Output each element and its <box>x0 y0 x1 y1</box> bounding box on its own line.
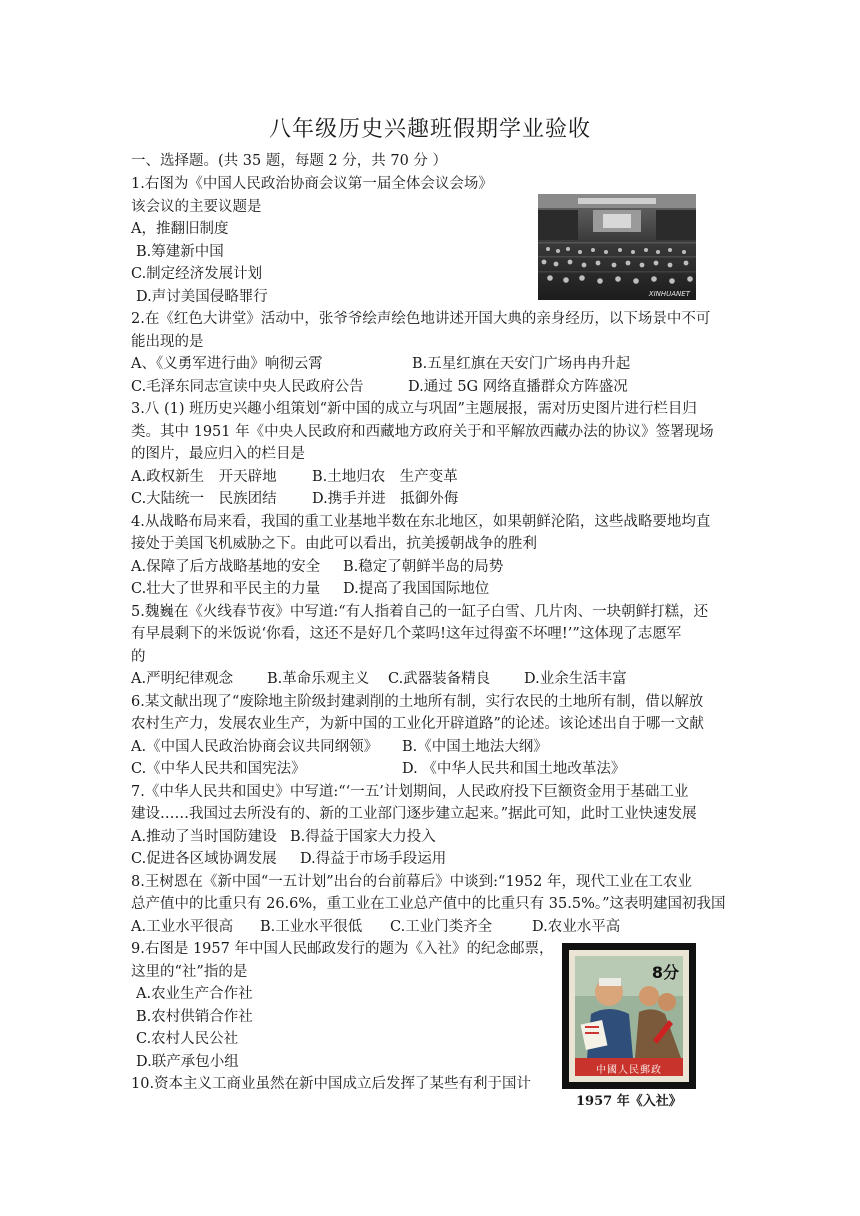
q5-stem-line1: 5.魏巍在《火线春节夜》中写道:“有人指着自己的一缸子白雪、几片肉、一块朝鲜打糕，还 <box>131 604 709 620</box>
q1-option-c: C.制定经济发展计划 <box>131 266 263 282</box>
q9-stem-line1: 9.右图是 1957 年中国人民邮政发行的题为《入社》的纪念邮票， <box>131 941 554 957</box>
q2-option-c: C.毛泽东同志宣读中央人民政府公告 <box>131 379 364 395</box>
q3-option-a: A.政权新生 开天辟地 <box>131 469 277 485</box>
q5-stem-line3: 的 <box>131 649 146 665</box>
rushe-stamp-image <box>562 943 696 1089</box>
q5-option-c: C.武器装备精良 <box>388 671 491 687</box>
q9-option-b: B.农村供销合作社 <box>136 1009 253 1025</box>
q3-option-d: D.携手并进 抵御外侮 <box>312 491 459 507</box>
q2-option-b: B.五星红旗在天安门广场冉冉升起 <box>412 356 631 372</box>
q8-stem-line1: 8.王树恩在《新中国“一五计划”出台的台前幕后》中谈到:“1952 年，现代工业在工农业 <box>131 874 692 890</box>
q3-stem-line2: 类。其中 1951 年《中央人民政府和西藏地方政府关于和平解放西藏办法的协议》签署现场 <box>131 424 714 440</box>
q2-stem-line1: 2.在《红色大讲堂》活动中，张爷爷绘声绘色地讲述开国大典的亲身经历，以下场景中不可 <box>131 311 711 327</box>
q3-stem-line3: 的图片，最应归入的栏目是 <box>131 446 305 462</box>
q7-stem-line1: 7.《中华人民共和国史》中写道:“‘一五’计划期间，人民政府投下巨额资金用于基础工业 <box>131 784 689 800</box>
q4-option-b: B.稳定了朝鲜半岛的局势 <box>343 559 504 575</box>
q7-stem-line2: 建设……我国过去所没有的、新的工业部门逐步建立起来。”据此可知，此时工业快速发展 <box>131 806 697 822</box>
q2-option-d: D.通过 5G 网络直播群众方阵盛况 <box>408 379 628 395</box>
q1-stem-line1: 1.右图为《中国人民政治协商会议第一届全体会议会场》 <box>131 176 493 192</box>
q3-stem-line1: 3.八 (1) 班历史兴趣小组策划“新中国的成立与巩固”主题展报，需对历史图片进行栏目归 <box>131 401 697 417</box>
q1-option-a: A，推翻旧制度 <box>131 221 229 237</box>
q4-option-c: C.壮大了世界和平民主的力量 <box>131 581 321 597</box>
q8-option-a: A.工业水平很高 <box>131 919 234 935</box>
q6-option-c: C.《中华人民共和国宪法》 <box>131 761 306 777</box>
stamp-caption: 1957 年《入社》 <box>576 1094 682 1109</box>
q8-stem-line2: 总产值中的比重只有 26.6%，重工业在工业总产值中的比重只有 35.5%。”这表明建国初我国 <box>131 896 726 912</box>
stamp-value: 8分 <box>651 963 679 982</box>
exam-title: 八年级历史兴趣班假期学业验收 <box>268 117 591 142</box>
q4-stem-line1: 4.从战略布局来看，我国的重工业基地半数在东北地区，如果朝鲜沦陷，这些战略要地均直 <box>131 514 711 530</box>
q1-option-b: B.筹建新中国 <box>136 244 224 260</box>
q8-option-b: B.工业水平很低 <box>260 919 363 935</box>
q9-stem-line2: 这里的“社”指的是 <box>131 964 248 980</box>
q6-stem-line1: 6.某文献出现了“废除地主阶级封建剥削的土地所有制，实行农民的土地所有制，借以解放 <box>131 694 704 710</box>
photo-watermark: XINHUANET <box>648 290 690 298</box>
q5-option-a: A.严明纪律观念 <box>131 671 234 687</box>
q6-option-d: D. 《中华人民共和国土地改革法》 <box>402 761 626 777</box>
q6-option-b: B.《中国土地法大纲》 <box>402 739 548 755</box>
q6-stem-line2: 农村生产力，发展农业生产，为新中国的工业化开辟道路”的论述。该论述出自于哪一文献 <box>131 716 704 732</box>
q5-stem-line2: 有早晨剩下的米饭说‘你看，这还不是好几个菜吗!这年过得蛮不坏哩!’”这体现了志愿军 <box>131 626 682 642</box>
q9-option-c: C.农村人民公社 <box>136 1031 239 1047</box>
q5-option-b: B.革命乐观主义 <box>267 671 370 687</box>
q8-option-d: D.农业水平高 <box>532 919 621 935</box>
q4-option-a: A.保障了后方战略基地的安全 <box>131 559 321 575</box>
q9-option-d: D.联产承包小组 <box>136 1054 239 1070</box>
stamp-face <box>569 950 689 1082</box>
stamp-postal-text: 中國人民郵政 <box>596 1065 662 1076</box>
q10-stem-line1: 10.资本主义工商业虽然在新中国成立后发挥了某些有利于国计 <box>131 1076 532 1092</box>
q2-stem-line2: 能出现的是 <box>131 334 204 350</box>
q7-option-c: C.促进各区域协调发展 <box>131 851 277 867</box>
section-header: 一、选择题。(共 35 题，每题 2 分，共 70 分 ） <box>131 153 448 169</box>
cppcc-conference-photo <box>538 194 696 300</box>
q6-option-a: A.《中国人民政治协商会议共同纲领》 <box>131 739 379 755</box>
q1-stem-line2: 该会议的主要议题是 <box>131 199 262 215</box>
conference-hall-illustration <box>538 194 696 300</box>
q2-option-a: A、《义勇军进行曲》响彻云霄 <box>131 356 323 372</box>
q4-stem-line2: 接处于美国飞机威胁之下。由此可以看出，抗美援朝战争的胜利 <box>131 536 537 552</box>
q4-option-d: D.提高了我国国际地位 <box>343 581 490 597</box>
q7-option-d: D.得益于市场手段运用 <box>300 851 447 867</box>
q8-option-c: C.工业门类齐全 <box>390 919 493 935</box>
q1-option-d: D.声讨美国侵略罪行 <box>136 289 268 305</box>
q3-option-b: B.土地归农 生产变革 <box>312 469 458 485</box>
q9-option-a: A.农业生产合作社 <box>136 986 253 1002</box>
q7-option-a: A.推动了当时国防建设 <box>131 829 277 845</box>
q7-option-b: B.得益于国家大力投入 <box>290 829 436 845</box>
q5-option-d: D.业余生活丰富 <box>524 671 627 687</box>
q3-option-c: C.大陆统一 民族团结 <box>131 491 277 507</box>
